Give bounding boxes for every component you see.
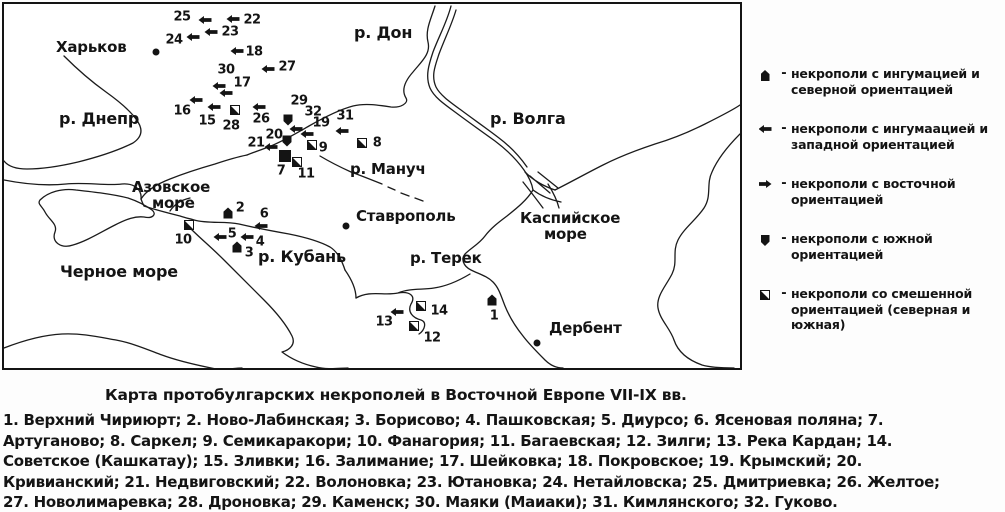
geo-label: р. Мануч [350, 160, 426, 178]
legend-dash: - [781, 231, 787, 246]
marker-number: 16 [173, 103, 191, 119]
city-dot [534, 340, 541, 347]
geo-label: Дербент [549, 319, 622, 337]
geo-label: море [544, 225, 587, 243]
marker-number: 20 [265, 127, 283, 143]
necropolis-marker [230, 105, 240, 115]
marker-number: 10 [174, 232, 192, 248]
marker-number: 17 [233, 75, 251, 91]
marker-number: 6 [259, 206, 269, 222]
marker-number: 9 [318, 140, 328, 156]
geo-label: Черное море [60, 262, 178, 281]
north-marker-icon [761, 70, 770, 81]
marker-number: 24 [165, 32, 183, 48]
south-marker-icon [761, 235, 770, 246]
geo-label: р. Дон [354, 23, 413, 42]
necropolis-marker [279, 150, 291, 162]
marker-number: 3 [244, 245, 254, 261]
legend-dash: - [781, 286, 787, 301]
marker-number: 25 [173, 9, 191, 25]
east-marker-icon [759, 180, 772, 188]
necropolis-marker [184, 220, 194, 230]
marker-number: 26 [252, 111, 270, 127]
site-list-line: Кривианский; 21. Недвиговский; 22. Волоновка; 23. Ютановка; 24. Нетайловска; 25. Дмитриевка; 26. Желтое; [3, 472, 940, 491]
marker-number: 12 [423, 330, 441, 346]
necropolis-marker [357, 138, 367, 148]
marker-number: 8 [372, 135, 382, 151]
marker-number: 14 [430, 303, 448, 319]
legend-item [753, 66, 1003, 97]
marker-number: 7 [276, 163, 286, 179]
marker-number: 29 [290, 93, 308, 109]
geo-label: Ставрополь [356, 207, 456, 225]
marker-number: 30 [217, 62, 235, 78]
legend-dash: - [781, 66, 787, 81]
city-dot [343, 223, 350, 230]
marker-number: 32 [304, 104, 322, 120]
marker-number: 27 [278, 59, 296, 75]
legend-label: некрополи с ингумацией и северной ориентацией [791, 66, 980, 97]
geo-label: р. Кубань [258, 247, 346, 266]
marker-number: 22 [243, 12, 261, 28]
marker-number: 1 [489, 308, 499, 324]
necropolis-marker [292, 157, 302, 167]
legend-label: некрополи с южной ориентацией [791, 231, 933, 262]
marker-number: 5 [227, 226, 237, 242]
legend-dash: - [781, 176, 787, 191]
necropolis-marker [416, 301, 426, 311]
city-dot [153, 49, 160, 56]
geo-label: р. Днепр [59, 109, 140, 128]
marker-number: 11 [297, 166, 315, 182]
geo-label: Азовское [132, 178, 211, 196]
map-panel [2, 2, 742, 370]
site-list [3, 410, 1003, 512]
geo-label: море [152, 194, 195, 212]
geo-label: Харьков [56, 38, 127, 56]
west-marker-icon [759, 125, 772, 133]
marker-number: 13 [375, 314, 393, 330]
geo-label: р. Волга [490, 109, 566, 128]
site-list-line: 27. Новолимаревка; 28. Дроновка; 29. Каменск; 30. Маяки (Маиаки); 31. Кимлянского; 32. Гуково. [3, 493, 838, 511]
geo-label: Каспийское [520, 209, 621, 227]
legend-item [753, 121, 1003, 152]
geo-label: р. Терек [410, 249, 482, 267]
site-list-line: 1. Верхний Чириюрт; 2. Ново-Лабинская; 3. Борисово; 4. Пашковская; 5. Диурсо; 6. Ясеновая поляна; 7. [3, 411, 884, 429]
legend-label: некрополи с ингумаацией и западной ориентацией [791, 121, 988, 152]
site-list-line: Советское (Кашкатау); 15. Зливки; 16. Залимание; 17. Шейковка; 18. Покровское; 19. Крымский; 20. [3, 452, 863, 470]
legend-item [753, 286, 1003, 333]
marker-number: 19 [312, 115, 330, 131]
marker-number: 2 [235, 200, 245, 216]
legend-label: некрополи со смешенной ориентацией (северная и южная) [791, 286, 973, 332]
necropolis-marker [307, 140, 317, 150]
marker-number: 21 [247, 135, 265, 151]
marker-number: 4 [255, 234, 265, 250]
marker-number: 15 [198, 113, 216, 129]
marker-number: 31 [336, 108, 354, 124]
legend-item [753, 176, 1003, 207]
necropolis-marker [409, 321, 419, 331]
legend [753, 66, 1003, 333]
legend-dash: - [781, 121, 787, 136]
mixed-marker-icon [760, 290, 770, 300]
legend-label: некрополи с восточной ориентацией [791, 176, 956, 207]
coastline-river-art [4, 4, 740, 368]
marker-number: 28 [222, 118, 240, 134]
site-list-line: Артуганово; 8. Саркел; 9. Семикаракори; 10. Фанагория; 11. Багаевская; 12. Зилги; 13. Река Кардан; 14. [3, 431, 893, 450]
map-title: Карта протобулгарских некрополей в Восточной Европе VII-IX вв. [105, 386, 687, 404]
legend-item [753, 231, 1003, 262]
marker-number: 23 [221, 24, 239, 40]
marker-number: 18 [245, 44, 263, 60]
